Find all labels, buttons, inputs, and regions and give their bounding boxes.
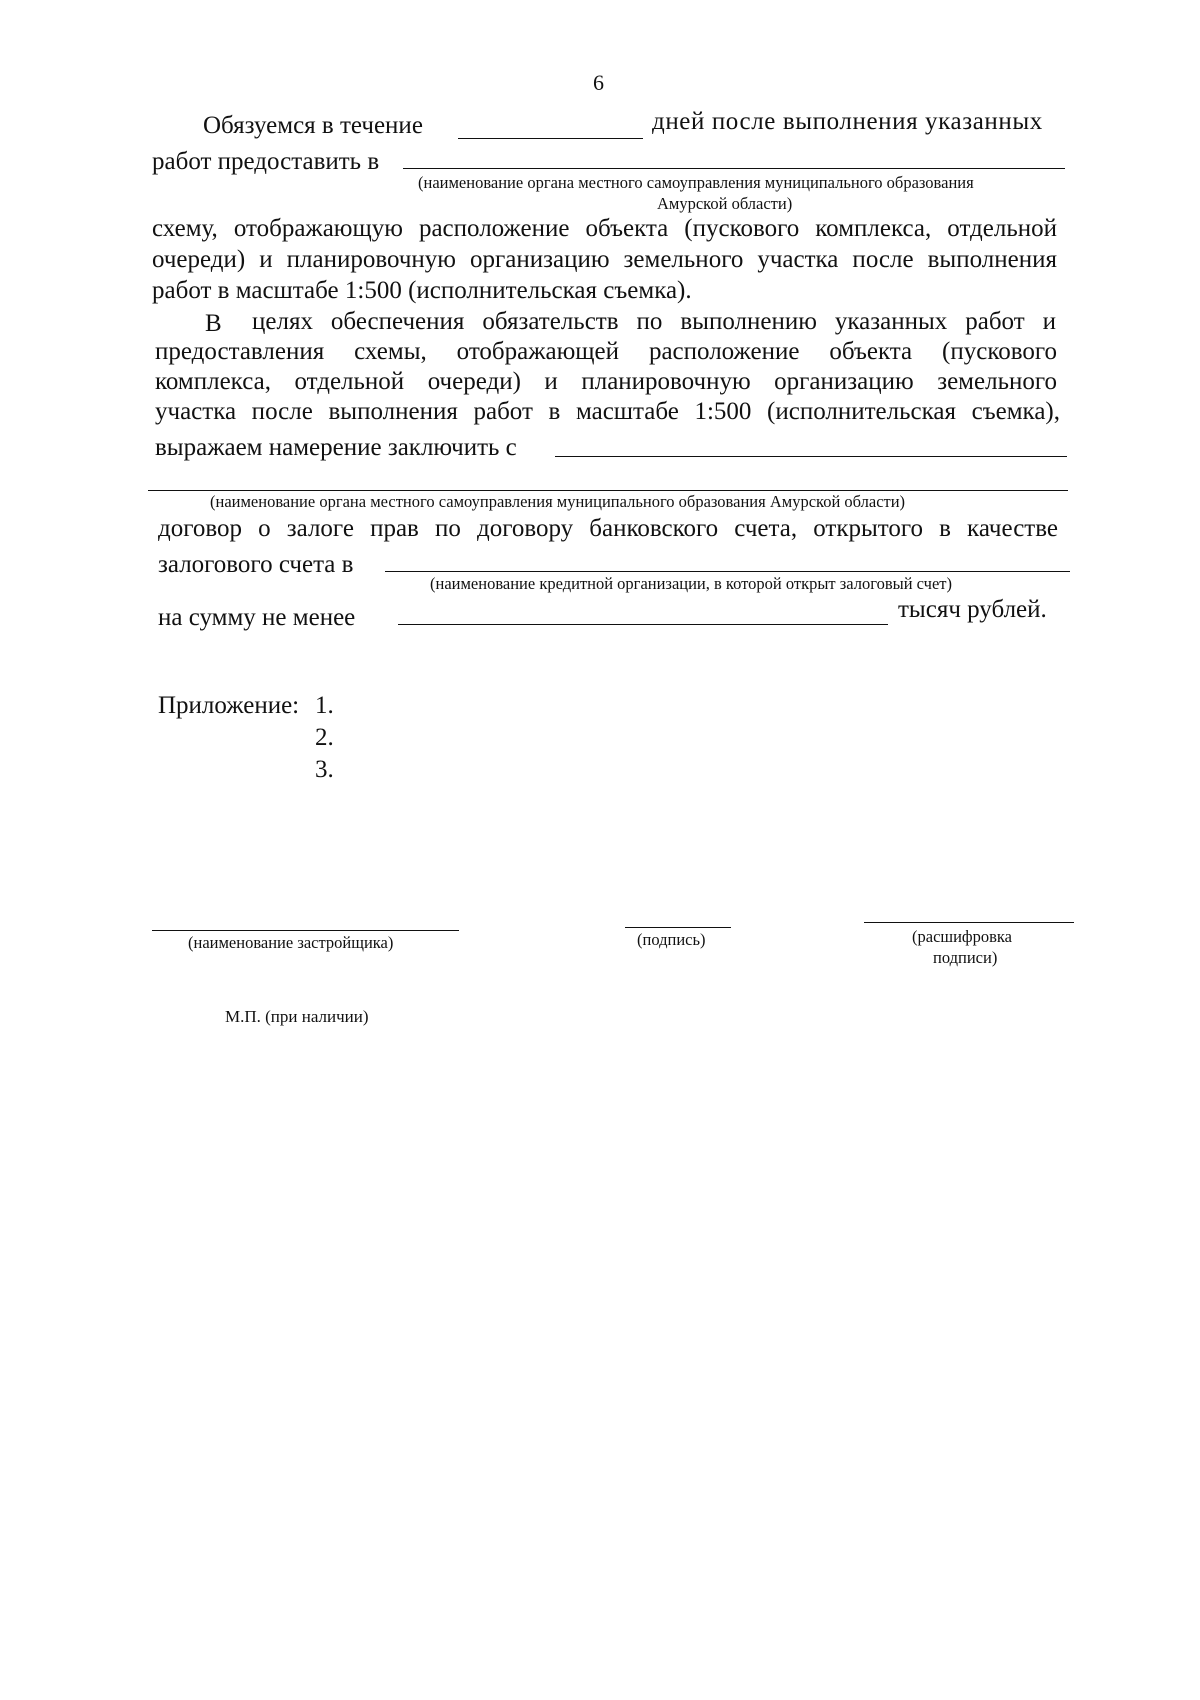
para2-line1: целях обеспечения обязательств по выполнению указанных работ и <box>252 308 1056 335</box>
developer-caption: (наименование застройщика) <box>188 933 394 952</box>
authority-blank-line[interactable] <box>403 168 1065 169</box>
contract-party-blank-line[interactable] <box>555 456 1067 457</box>
thousand-rubles-text: тысяч рублей. <box>898 596 1047 623</box>
days-after-text: дней после выполнения указанных <box>652 108 1043 135</box>
pledge-contract-line: договор о залоге прав по договору банковского счета, открытого в качестве <box>158 515 1058 542</box>
days-blank-line[interactable] <box>458 138 643 139</box>
para2-line4: участка после выполнения работ в масштабе 1:500 (исполнительская съемка), <box>155 398 1060 425</box>
para2-last-line: выражаем намерение заключить с <box>155 434 517 461</box>
attachment-item-1: 1. <box>315 692 334 719</box>
decoding-caption-line2: подписи) <box>933 948 998 967</box>
para1-line1: схему, отображающую расположение объекта (пускового комплекса, отдельной <box>152 215 1057 242</box>
sum-blank-line[interactable] <box>398 624 888 625</box>
developer-name-line[interactable] <box>152 930 459 931</box>
page-number: 6 <box>593 70 604 95</box>
para2-first-word: В <box>205 310 222 337</box>
authority-caption-line1: (наименование органа местного самоуправления муниципального образования <box>418 173 974 192</box>
para1-line3: работ в масштабе 1:500 (исполнительская съемка). <box>152 277 692 304</box>
bank-blank-line[interactable] <box>385 571 1070 572</box>
authority2-blank-line[interactable] <box>148 490 1068 491</box>
pledge-account-text: залогового счета в <box>158 551 354 578</box>
provide-to-text: работ предоставить в <box>152 148 380 175</box>
signature-caption: (подпись) <box>637 930 706 949</box>
commit-text: Обязуемся в течение <box>203 112 423 139</box>
attachment-item-3: 3. <box>315 756 334 783</box>
para1-line2: очереди) и планировочную организацию земельного участка после выполнения <box>152 246 1057 273</box>
attachments-label: Приложение: <box>158 692 300 719</box>
authority-caption-line2: Амурской области) <box>657 194 793 213</box>
stamp-note: М.П. (при наличии) <box>225 1007 369 1026</box>
para2-line3: комплекса, отдельной очереди) и планировочную организацию земельного <box>155 368 1057 395</box>
authority2-caption: (наименование органа местного самоуправления муниципального образования Амурской области) <box>210 492 906 511</box>
sum-text: на сумму не менее <box>158 604 356 631</box>
decoding-caption-line1: (расшифровка <box>912 927 1012 946</box>
signature-line[interactable] <box>625 927 731 928</box>
bank-caption: (наименование кредитной организации, в которой открыт залоговый счет) <box>430 574 952 593</box>
decoding-line[interactable] <box>864 922 1074 923</box>
para2-line2: предоставления схемы, отображающей расположение объекта (пускового <box>155 338 1057 365</box>
attachment-item-2: 2. <box>315 724 334 751</box>
